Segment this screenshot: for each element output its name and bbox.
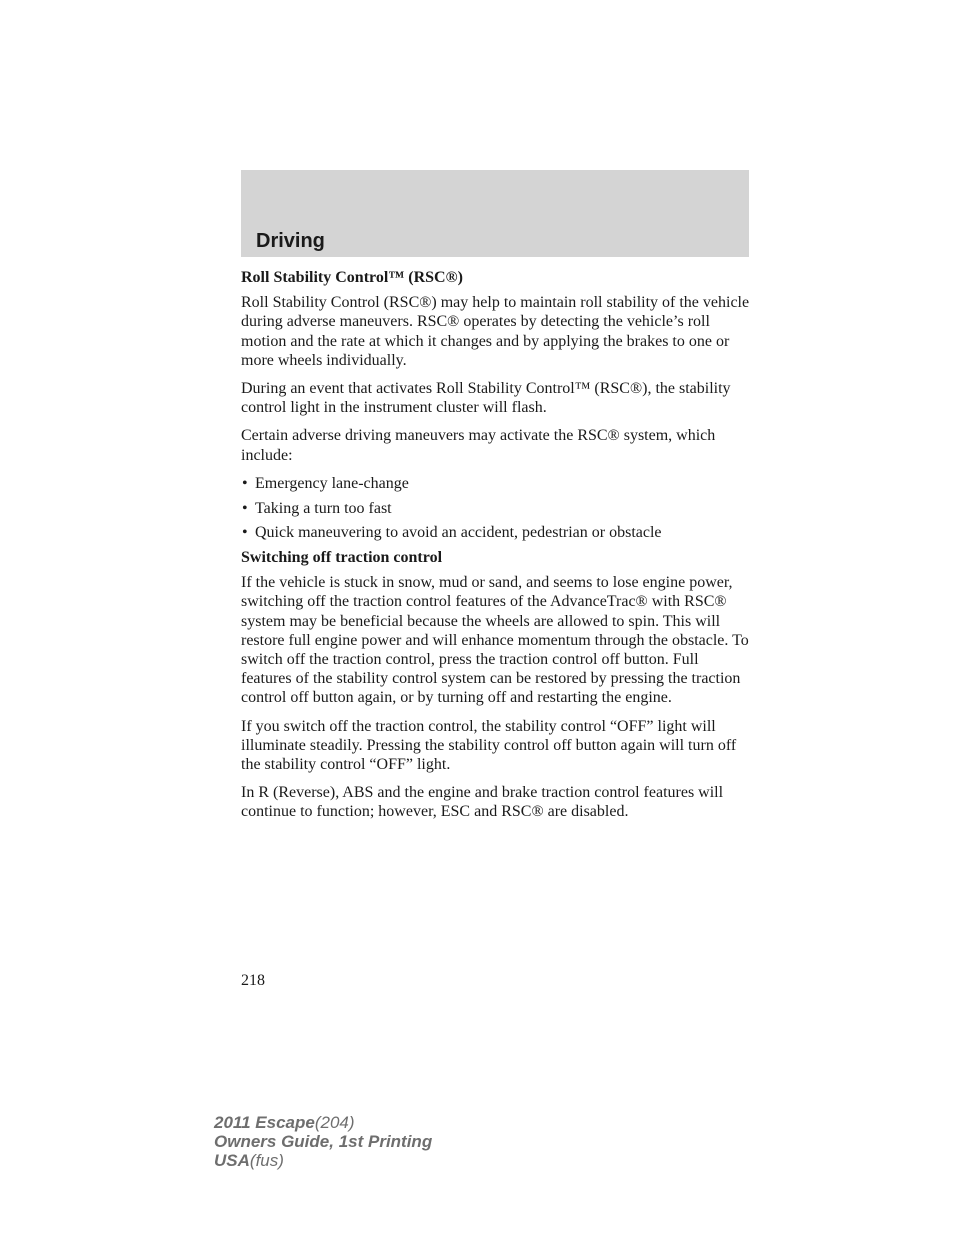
list-item: [241, 523, 753, 542]
page-content: [241, 268, 753, 831]
maneuver-list: [241, 474, 753, 543]
list-item: [241, 474, 753, 493]
footer-market-code: (fus): [249, 1151, 284, 1170]
footer-market-name: USA: [214, 1151, 250, 1170]
rsc-heading: Roll Stability Control™ (RSC®): [241, 269, 463, 286]
footer-line-edition: Owners Guide, 1st Printing: [214, 1132, 433, 1151]
traction-paragraph-3: In R (Reverse), ABS and the engine and brake traction control features will continue to function; however, ESC and RSC® are disabled.: [241, 784, 724, 821]
footer-line-model: [214, 1113, 432, 1132]
list-item-text: Quick maneuvering to avoid an accident, pedestrian or obstacle: [255, 524, 662, 542]
footer-model-code: (204): [314, 1113, 355, 1132]
print-footer: [214, 1113, 432, 1170]
section-title: Driving: [256, 230, 325, 252]
rsc-paragraph-3: Certain adverse driving maneuvers may activate the RSC® system, which include:: [241, 427, 716, 464]
page-number: 218: [241, 972, 265, 989]
bullet-dot: •: [242, 524, 248, 542]
bullet-dot: •: [242, 499, 248, 517]
rsc-paragraph-1: Roll Stability Control (RSC®) may help to maintain roll stability of the vehicle during adverse maneuvers. RSC® operates by detecting the vehicle’s roll motion and the rate at which it changes and by applying the brakes to one or more wheels individually.: [241, 294, 750, 369]
footer-line-market: [214, 1151, 432, 1170]
list-item-text: Taking a turn too fast: [255, 499, 392, 517]
list-item: [241, 499, 753, 518]
rsc-paragraph-2: During an event that activates Roll Stability Control™ (RSC®), the stability control light in the instrument cluster will flash.: [241, 380, 731, 417]
traction-paragraph-2: If you switch off the traction control, the stability control “OFF” light will illuminate steadily. Pressing the stability control off button again will turn off the stability control “OFF” light.: [241, 717, 737, 773]
footer-model-name: 2011 Escape: [214, 1113, 315, 1132]
bullet-dot: •: [242, 474, 248, 492]
traction-paragraph-1: If the vehicle is stuck in snow, mud or sand, and seems to lose engine power, switching off the traction control features of the AdvanceTrac® with RSC® system may be beneficial because the wheels are allowed to spin. This will restore full engine power and will enhance momentum through the obstacle. To switch off the traction control, press the traction control off button. Full features of the stability control system can be restored by pressing the traction control off button again, or by turning off and restarting the engine.: [241, 574, 749, 707]
traction-heading: Switching off traction control: [241, 548, 443, 566]
list-item-text: Emergency lane-change: [255, 474, 409, 492]
